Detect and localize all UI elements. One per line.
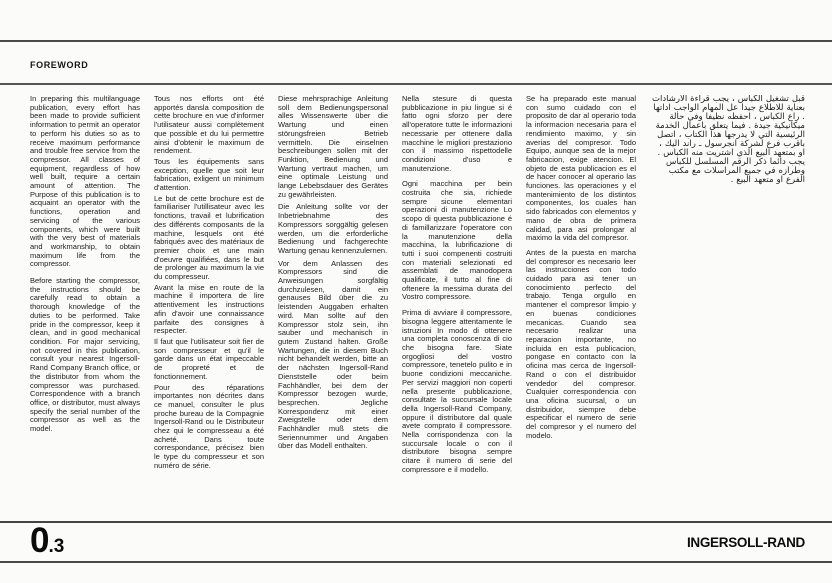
paragraph: Nella stesure di questa pubblicazione in piu lingue si é fatto ogni sforzo per dere all'operatore tutte le informazioni necessarie per ottenere dalla macchine le migliori prestaziono con il massimo rispettodelle condizioni d'uso e manutenzione. — [402, 95, 512, 173]
paragraph: Le but de cette brochure est de familiariser l'utillisateur avec les fonctions, travail et lubrification des différents composants de la machine, lesquels ont été fabriqués avec des matériaux de premier choix et une main d'oeuvre qualifiées, dans le but de prolonger au maximum la vie du compresseur. — [154, 193, 264, 282]
paragraph: Il faut que l'utilisateur soit fier de son compresseur et qu'il le garde dans un état impeccable de propreté et de fonctionnement. — [154, 336, 264, 381]
paragraph: Before starting the compressor, the instructions should be carefully read to obtain a thorough knowledge of the duties to be performed. Take pride in the compressor, keep it clean, and in good mechanical condition. For major servicing, not covered in this publication, consult your nearest Ingersoll-Rand Company Branch office, or the distributor from whom the compressor was purchased. Correspondence with a branch office, or distributor, must always specify the serial number of the compressor as well as the model. — [30, 276, 140, 434]
page-number — [30, 523, 64, 566]
divider-top — [0, 40, 832, 42]
paragraph: Die Anleitung sollte vor der Inbetriebnahme des Kompressors sorggältig gelesen werden, um die erforderliche Bedienung und fachgerechte Wartung genau kennenzulernen. — [278, 202, 388, 255]
paragraph: Tous nos efforts ont été apportés dansla composition de cette brochure en vue d'informer l'utilisateur aussi complètement que possible et du lui permettre ainsi d'obtenir le maximum de rendement. — [154, 95, 264, 156]
brand-logo: INGERSOLL-RAND — [686, 535, 805, 550]
paragraph: Ogni macchina per bein costruita che sia, richiede sempre sicune elementari operazioni di manutenzione Lo scopo di questa pubblicazione é di famillarizzare l'operatore con la manutenzione della macchina, la lubrificazione di tutti i suoi compenenti costruiti con materiali selezionati ed assemblati de manodopera qualificate, il tutto al fine di oftenere la messima durata del Vostro compressore. — [402, 179, 512, 302]
paragraph: In preparing this multilanguage publication, every effort has been made to provide sufficient information to permit an operator to perform his duties so as to receive maximum performance and trouble free service from the compressor. All classes of equipment, regardless of how well built, require a certain amount of attention. The Purpose of this publication is to acquaint an operator with the functions, operation and servicing of the various components, which were built with the very best of materials and workmanship, to obtain maximum life from the compressor. — [30, 95, 141, 269]
text-column-spanish — [526, 95, 636, 515]
text-column-french — [154, 95, 264, 515]
paragraph: Avant la mise en route de la machine il importera de lire attentivement les instructions afin d'avoir une connaissance parfaite des consignes à respecter. — [154, 282, 264, 336]
divider-under-title — [0, 83, 832, 85]
divider-footer-top — [0, 521, 832, 523]
paragraph: قبل تشغيل الكباس ، يجب قراءة الارشادات بعناية للاطلاع جيدا عل المهام الواجب اداتها . راع الكباس ، احفظه نظيفا وفي حالة ميكانيكية جيدة . فيما يتعلق باعمال الخدمة الرئيسية التي لا يدرجها هذا الكتاب ، اتصل باقرب فرع لشركة انجرسول ـ راند اليك ، او بمتعهد البيع الذي اشتريت منه الكباس . يجب دائما ذكر الرقم المسلسل للكباس وطرازه في جميع المراسلات مع مكتب الفرع او متعهد البيع . — [652, 95, 805, 185]
text-column-arabic — [650, 95, 805, 515]
paragraph: Vor dem Anlassen des Kompressors sind die Anweisungen sorgfältig durchzulesen, damit ein genauses Bild über die zu leistenden Auggaben erhalten wird. Man sollte auf den Kompressor stolz sein, ihn sauber und mechanisch in gutem Zustand halten. Große Wartungen, die in diesem Buch nicht behandelt werden, bitte an der nächsten Ingersoll-Rand Dienststelle oder beim Fachhändler, bei dem der Kompressor bezogen wurde, besprechen. Jegliche Korrespondenz mit einer Zweigstelle oder dem Fachhändler muß stets die Seriennummer und Angaben über das Modell enthalten. — [278, 258, 388, 451]
paragraph: Pour des réparations importantes non décrites dans ce manuel, consulter le plus proche bureau de la Compagnie Ingersoll-Rand ou le Distributeur chez qui le compresseau a été acheté. Dans toute correspondance, précisez bien le type du compresseur et son numéro de série. — [154, 382, 264, 470]
paragraph: Se ha preparado este manual con sumo cuidado con el proposito de dar al operario toda la informacion necesaria para el rendimiento maximo, y sin averias del compresor. Todo Equipo, aunque sea de la mejor fabricacion, exige atencion. El objeto de esta publicacion es el de hacer conocer al operario las funciones. las operaciones y el mantenimiento de los distintos componentes, los cuales han sido fabricados con elementos y mano de obra de primera calidad, para asi prolongar al maximo la vida del compresor. — [526, 95, 636, 243]
paragraph: Prima di avviare il compressore, bisogna leggere attentamente le istruzioni In modo di ottenere una completa conoscenza di cio che bisogna fare. Siate orgogliosi del vostro compressore, tenetelo pulito e in buone condizioni meccaniche. Per servizi maggiori non coperti nella presente pubblicazione, consultate la succursale locale della Ingersoll-Rand Company, oppure il distributore dal quale avete comprato il compressore. Nella corrispondenza con la succursale locale o con il distributore bisogna sempre citare il numero di serie del compressore e il modello. — [402, 308, 512, 474]
page-number-minor: .3 — [48, 536, 65, 557]
multilanguage-columns — [30, 95, 805, 515]
page-title: FOREWORD — [30, 60, 89, 70]
paragraph: Antes de la puesta en marcha del compresor es necesario leer las instrucciones con todo cuidado para asi tener un conocimiento perfecto del trabajo. Tenga orgullo en mantener el compresor limpio y en buenas condiciones mecanicas. Cuando sea necesario realizar una reparacion importante, no incluida en esta publicacion, pongase en contacto con la oficina mas cerca de Ingersoll-Rand o con el distribuidor vendedor del compresor. Cualquier correspondencia con una oficina sucursal, o un distribuidor, siempre debe especificar el numero de serie del compresor y el numero del modelo. — [526, 247, 636, 440]
text-column-italian — [402, 95, 512, 515]
paragraph: Tous les équipements sans exception, quelle que soit leur fabrication, exligent un minimum d'attention. — [154, 156, 264, 193]
text-column-german — [278, 95, 388, 515]
text-column-english — [30, 95, 140, 515]
page-number-major: 0 — [30, 521, 49, 560]
paragraph: Diese mehrsprachige Anleitung soll dem Bedienungspersonal alles Wissenswerte über die Wartung und einen störungsfreien Betrieb vermitteln. Die einselnen beschreibungen sollen mit der Funktion, Bedienung und Wartung vertraut machen, um eine optimale Leistung und lange Lebebsdauer des Gerätes zu gewährleisten. — [278, 95, 388, 199]
divider-footer-bottom — [0, 561, 832, 563]
